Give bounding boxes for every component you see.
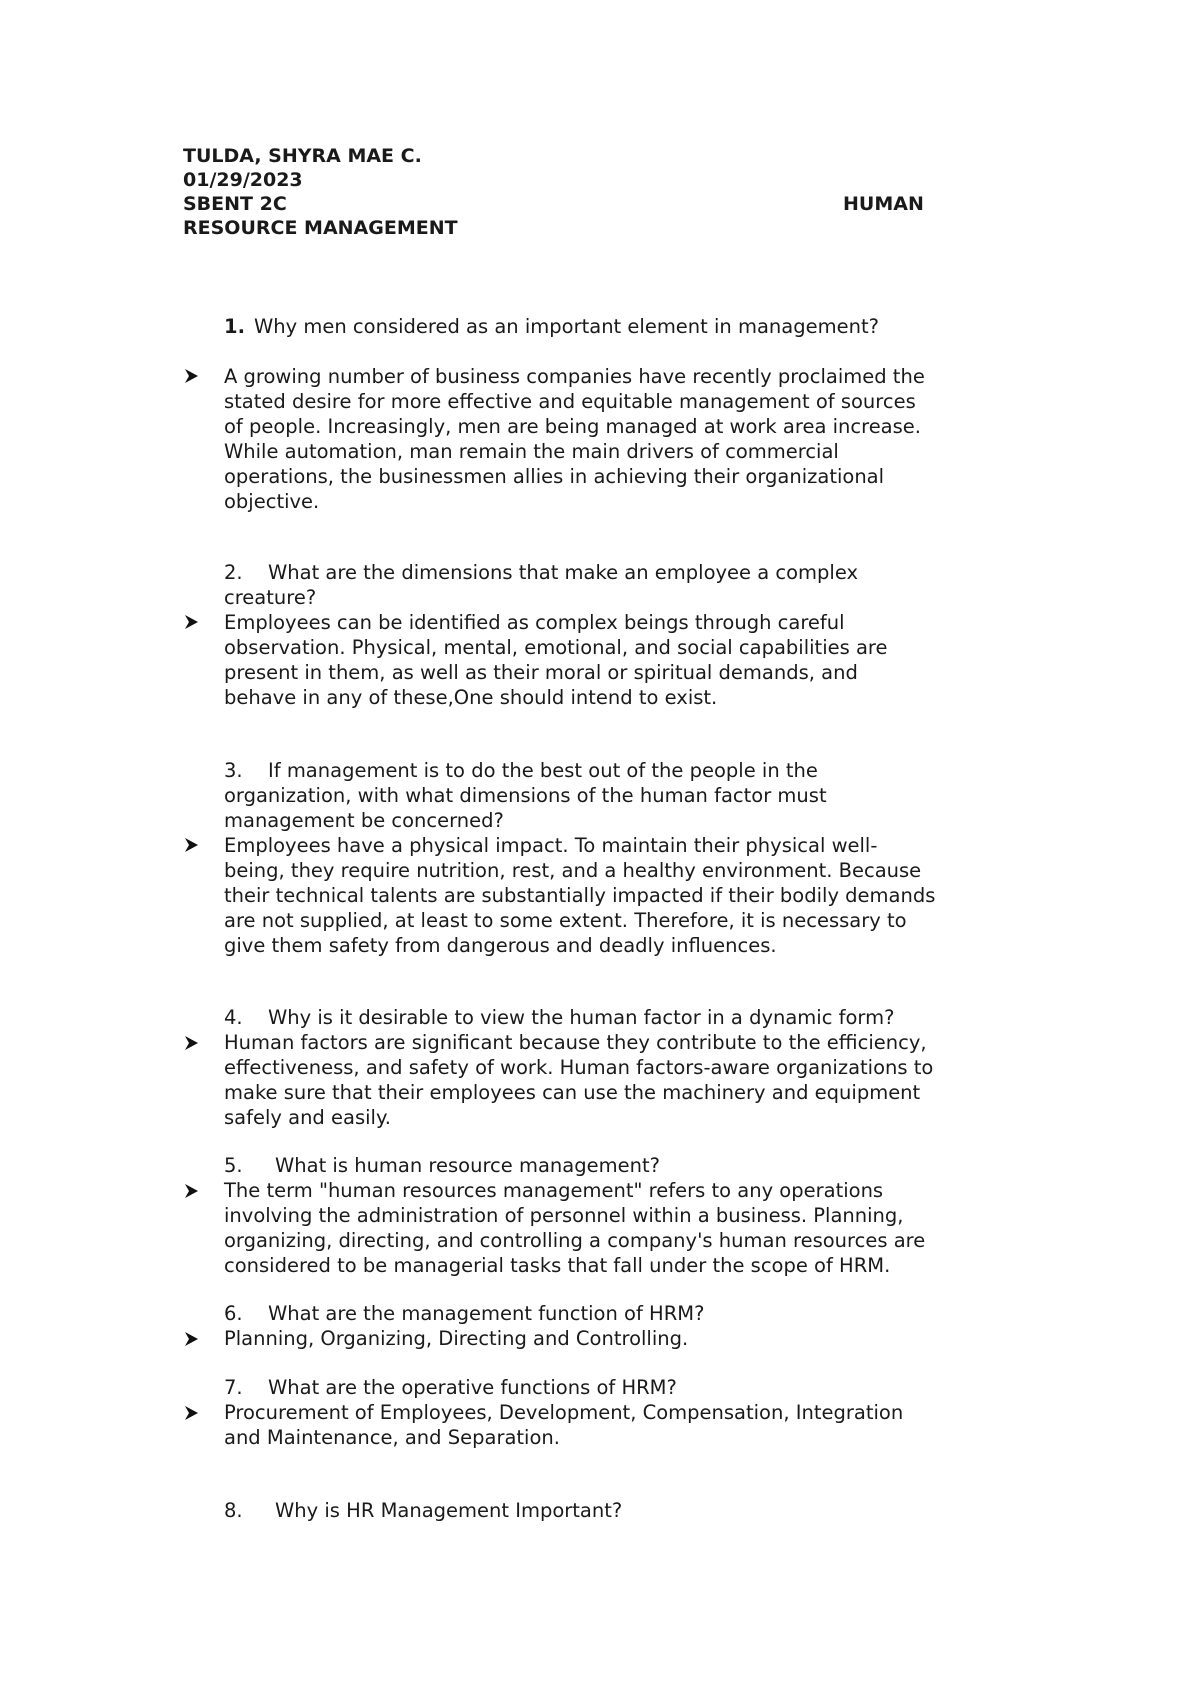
answer-line: The term "human resources management" refers to any operations — [224, 1179, 884, 1202]
answer-line: Planning, Organizing, Directing and Controlling. — [224, 1327, 689, 1350]
arrow-bullet-icon — [183, 1405, 201, 1421]
answer-line: Employees can be identified as complex beings through careful — [224, 611, 845, 634]
answer-line: safely and easily. — [224, 1106, 391, 1129]
answer-line: make sure that their employees can use the machinery and equipment — [224, 1081, 921, 1104]
answer-line: give them safety from dangerous and deadly influences. — [224, 934, 777, 957]
question-number: 7. — [224, 1376, 243, 1399]
subject-title-part2: RESOURCE MANAGEMENT — [183, 217, 458, 239]
question-number: 2. — [224, 561, 243, 584]
answer-line: A growing number of business companies have recently proclaimed the — [224, 365, 925, 388]
answer-line: behave in any of these,One should intend to exist. — [224, 686, 718, 709]
section-line — [183, 192, 933, 216]
answer-line: their technical talents are substantially impacted if their bodily demands — [224, 884, 936, 907]
answer-line: Procurement of Employees, Development, Compensation, Integration — [224, 1401, 904, 1424]
answer-5 — [224, 1178, 1029, 1278]
question-text: creature? — [224, 586, 317, 609]
question-text: What is human resource management? — [275, 1154, 660, 1177]
answer-line: observation. Physical, mental, emotional, and social capabilities are — [224, 636, 888, 659]
question-text: If management is to do the best out of the people in the — [268, 759, 818, 782]
question-text: What are the management function of HRM? — [268, 1302, 705, 1325]
question-8 — [224, 1498, 1024, 1523]
question-text: management be concerned? — [224, 809, 504, 832]
section-code: SBENT 2C — [183, 193, 287, 215]
answer-line: and Maintenance, and Separation. — [224, 1426, 560, 1449]
arrow-bullet-icon — [183, 1331, 201, 1347]
answer-line: involving the administration of personnel within a business. Planning, — [224, 1204, 904, 1227]
answer-line: organizing, directing, and controlling a company's human resources are — [224, 1229, 926, 1252]
answer-line: Human factors are significant because they contribute to the efficiency, — [224, 1031, 927, 1054]
question-number: 3. — [224, 759, 243, 782]
question-text: What are the operative functions of HRM? — [268, 1376, 677, 1399]
answer-4 — [224, 1030, 1029, 1130]
document-header — [183, 144, 933, 240]
document-date: 01/29/2023 — [183, 169, 303, 191]
answer-line: stated desire for more effective and equitable management of sources — [224, 390, 916, 413]
question-number: 5. — [224, 1154, 243, 1177]
answer-2 — [224, 610, 1029, 710]
answer-line: of people. Increasingly, men are being managed at work area increase. — [224, 415, 921, 438]
student-name: TULDA, SHYRA MAE C. — [183, 145, 422, 167]
arrow-bullet-icon — [183, 1035, 201, 1051]
subject-title-part1: HUMAN — [843, 193, 924, 215]
answer-line: present in them, as well as their moral or spiritual demands, and — [224, 661, 858, 684]
question-text: Why men considered as an important element in management? — [254, 315, 879, 338]
answer-7 — [224, 1400, 1029, 1450]
arrow-bullet-icon — [183, 837, 201, 853]
question-4 — [224, 1005, 1024, 1030]
answer-1 — [224, 364, 1029, 514]
question-number: 1. — [224, 315, 245, 338]
answer-line: are not supplied, at least to some extent. Therefore, it is necessary to — [224, 909, 907, 932]
question-2 — [224, 560, 1024, 610]
question-7 — [224, 1375, 1024, 1400]
answer-line: objective. — [224, 490, 320, 513]
question-1 — [224, 314, 1024, 339]
answer-line: being, they require nutrition, rest, and a healthy environment. Because — [224, 859, 922, 882]
question-3 — [224, 758, 1024, 833]
question-number: 6. — [224, 1302, 243, 1325]
question-number: 8. — [224, 1499, 243, 1522]
answer-line: operations, the businessmen allies in achieving their organizational — [224, 465, 885, 488]
answer-line: While automation, man remain the main drivers of commercial — [224, 440, 839, 463]
question-text: Why is it desirable to view the human factor in a dynamic form? — [268, 1006, 895, 1029]
arrow-bullet-icon — [183, 614, 201, 630]
question-number: 4. — [224, 1006, 243, 1029]
answer-line: considered to be managerial tasks that fall under the scope of HRM. — [224, 1254, 891, 1277]
question-text: Why is HR Management Important? — [275, 1499, 623, 1522]
arrow-bullet-icon — [183, 1183, 201, 1199]
question-text: What are the dimensions that make an employee a complex — [268, 561, 859, 584]
arrow-bullet-icon — [183, 368, 201, 384]
question-5 — [224, 1153, 1024, 1178]
question-text: organization, with what dimensions of the human factor must — [224, 784, 827, 807]
answer-line: Employees have a physical impact. To maintain their physical well- — [224, 834, 878, 857]
question-6 — [224, 1301, 1024, 1326]
answer-3 — [224, 833, 1029, 958]
answer-6 — [224, 1326, 1029, 1351]
answer-line: effectiveness, and safety of work. Human factors-aware organizations to — [224, 1056, 934, 1079]
